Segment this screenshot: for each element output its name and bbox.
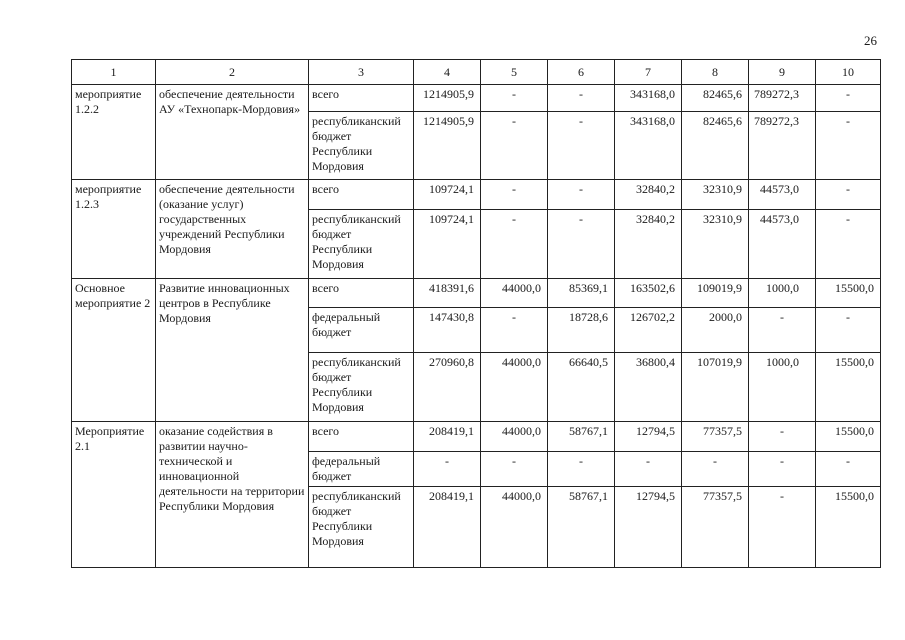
value-cell: 77357,5 xyxy=(682,487,749,568)
column-header: 2 xyxy=(156,60,309,85)
funding-source-cell: федеральный бюджет xyxy=(309,308,414,353)
funding-source-cell: всего xyxy=(309,422,414,452)
column-header: 7 xyxy=(615,60,682,85)
value-cell: 208419,1 xyxy=(414,487,481,568)
measure-name-cell: Основное мероприятие 2 xyxy=(72,279,156,422)
funding-source-cell: республиканский бюджет Республики Мордовия xyxy=(309,487,414,568)
value-cell: 66640,5 xyxy=(548,353,615,422)
value-cell: - xyxy=(749,308,816,353)
funding-source-cell: республиканский бюджет Республики Мордовия xyxy=(309,353,414,422)
value-cell: - xyxy=(548,112,615,180)
measure-description-cell: обеспечение деятельности АУ «Технопарк-Мордовия» xyxy=(156,85,309,180)
value-cell: 82465,6 xyxy=(682,85,749,112)
value-cell: 36800,4 xyxy=(615,353,682,422)
column-header: 10 xyxy=(816,60,881,85)
value-cell: 109019,9 xyxy=(682,279,749,308)
column-header: 5 xyxy=(481,60,548,85)
value-cell: - xyxy=(481,210,548,279)
measure-name-cell: Мероприятие 2.1 xyxy=(72,422,156,568)
measure-description-cell: Развитие инновационных центров в Республике Мордовия xyxy=(156,279,309,422)
value-cell: 82465,6 xyxy=(682,112,749,180)
value-cell: - xyxy=(816,112,881,180)
value-cell: 44000,0 xyxy=(481,487,548,568)
value-cell: - xyxy=(816,85,881,112)
column-header: 6 xyxy=(548,60,615,85)
value-cell: 343168,0 xyxy=(615,112,682,180)
value-cell: 44000,0 xyxy=(481,279,548,308)
column-header: 9 xyxy=(749,60,816,85)
value-cell: 163502,6 xyxy=(615,279,682,308)
table-row xyxy=(72,180,881,210)
column-header: 4 xyxy=(414,60,481,85)
value-cell: 32840,2 xyxy=(615,210,682,279)
value-cell: 44000,0 xyxy=(481,422,548,452)
value-cell: 18728,6 xyxy=(548,308,615,353)
value-cell: - xyxy=(615,452,682,487)
value-cell: 1214905,9 xyxy=(414,85,481,112)
value-cell: 32840,2 xyxy=(615,180,682,210)
measure-description-cell: обеспечение деятельности (оказание услуг) государственных учреждений Республики Мордовия xyxy=(156,180,309,279)
funding-source-cell: всего xyxy=(309,180,414,210)
value-cell: 15500,0 xyxy=(816,422,881,452)
table-row xyxy=(72,422,881,452)
value-cell: 44000,0 xyxy=(481,353,548,422)
value-cell: - xyxy=(481,452,548,487)
value-cell: 418391,6 xyxy=(414,279,481,308)
column-header: 1 xyxy=(72,60,156,85)
value-cell: 270960,8 xyxy=(414,353,481,422)
value-cell: - xyxy=(816,180,881,210)
value-cell: 44573,0 xyxy=(749,180,816,210)
column-header: 3 xyxy=(309,60,414,85)
funding-source-cell: всего xyxy=(309,85,414,112)
value-cell: 107019,9 xyxy=(682,353,749,422)
value-cell: 12794,5 xyxy=(615,487,682,568)
value-cell: - xyxy=(481,85,548,112)
value-cell: - xyxy=(749,422,816,452)
value-cell: 44573,0 xyxy=(749,210,816,279)
value-cell: 1000,0 xyxy=(749,279,816,308)
funding-source-cell: федеральный бюджет xyxy=(309,452,414,487)
budget-table xyxy=(71,59,881,568)
funding-source-cell: республиканский бюджет Республики Мордовия xyxy=(309,210,414,279)
value-cell: 208419,1 xyxy=(414,422,481,452)
value-cell: 32310,9 xyxy=(682,180,749,210)
value-cell: 2000,0 xyxy=(682,308,749,353)
funding-source-cell: всего xyxy=(309,279,414,308)
page-number: 26 xyxy=(864,33,877,48)
value-cell: - xyxy=(682,452,749,487)
value-cell: - xyxy=(548,180,615,210)
measure-description-cell: оказание содействия в развитии научно-технической и инновационной деятельности на территории Республики Мордовия xyxy=(156,422,309,568)
value-cell: 12794,5 xyxy=(615,422,682,452)
value-cell: - xyxy=(816,308,881,353)
column-header: 8 xyxy=(682,60,749,85)
value-cell: 109724,1 xyxy=(414,180,481,210)
value-cell: - xyxy=(548,452,615,487)
value-cell: 147430,8 xyxy=(414,308,481,353)
measure-name-cell: мероприятие 1.2.2 xyxy=(72,85,156,180)
funding-source-cell: республиканский бюджет Республики Мордовия xyxy=(309,112,414,180)
value-cell: 15500,0 xyxy=(816,487,881,568)
value-cell: - xyxy=(548,210,615,279)
value-cell: 789272,3 xyxy=(749,112,816,180)
value-cell: 1000,0 xyxy=(749,353,816,422)
value-cell: - xyxy=(414,452,481,487)
measure-name-cell: мероприятие 1.2.3 xyxy=(72,180,156,279)
value-cell: 1214905,9 xyxy=(414,112,481,180)
value-cell: - xyxy=(816,210,881,279)
value-cell: 343168,0 xyxy=(615,85,682,112)
value-cell: - xyxy=(548,85,615,112)
value-cell: - xyxy=(481,308,548,353)
value-cell: - xyxy=(816,452,881,487)
value-cell: 15500,0 xyxy=(816,353,881,422)
value-cell: - xyxy=(481,180,548,210)
value-cell: - xyxy=(749,487,816,568)
value-cell: 58767,1 xyxy=(548,487,615,568)
value-cell: 77357,5 xyxy=(682,422,749,452)
value-cell: 58767,1 xyxy=(548,422,615,452)
value-cell: - xyxy=(749,452,816,487)
value-cell: 15500,0 xyxy=(816,279,881,308)
value-cell: 126702,2 xyxy=(615,308,682,353)
value-cell: 32310,9 xyxy=(682,210,749,279)
header-row xyxy=(72,60,881,85)
value-cell: 85369,1 xyxy=(548,279,615,308)
table-row xyxy=(72,279,881,308)
value-cell: 109724,1 xyxy=(414,210,481,279)
value-cell: 789272,3 xyxy=(749,85,816,112)
value-cell: - xyxy=(481,112,548,180)
table-row xyxy=(72,85,881,112)
